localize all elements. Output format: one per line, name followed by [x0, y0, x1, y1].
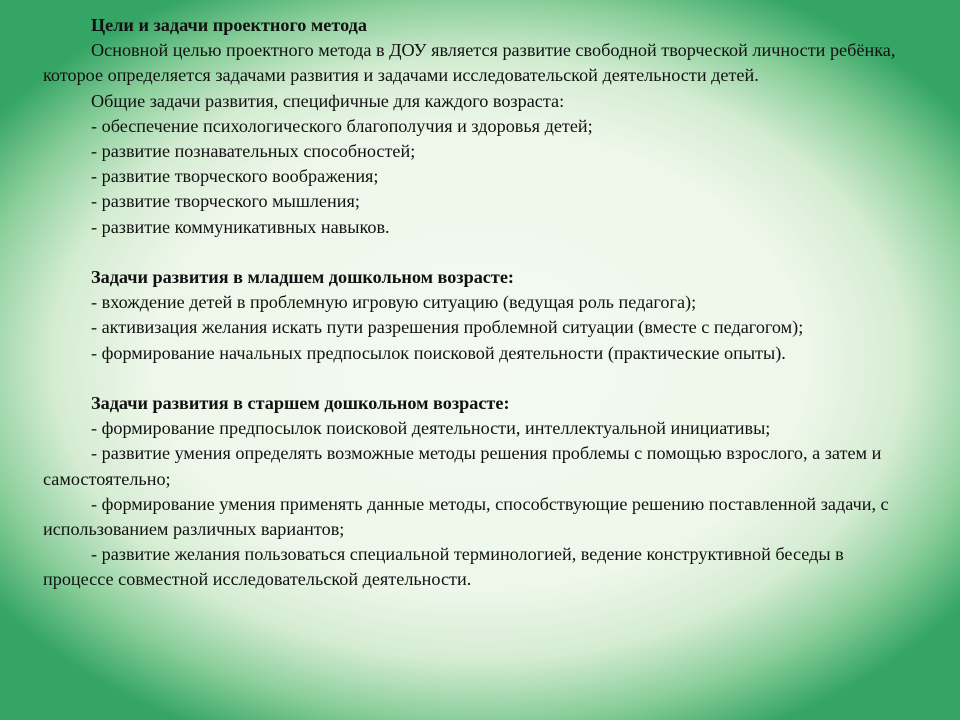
- senior-task-item: - формирование предпосылок поисковой деятельности, интеллектуальной инициативы;: [91, 418, 771, 439]
- senior-tasks-heading: Задачи развития в старшем дошкольном возрасте:: [91, 393, 510, 414]
- junior-tasks-heading: Задачи развития в младшем дошкольном возрасте:: [91, 267, 514, 288]
- senior-task-item: - развитие умения определять возможные методы решения проблемы с помощью взрослого, а затем и самостоятельно;: [43, 443, 882, 489]
- senior-task-item: - развитие желания пользоваться специальной терминологией, ведение конструктивной беседы в процессе совместной исследовательской деятельности.: [43, 544, 844, 590]
- document-title: Цели и задачи проектного метода: [91, 15, 367, 35]
- spacer: [43, 240, 915, 265]
- general-tasks-heading: Общие задачи развития, специфичные для каждого возраста:: [91, 90, 565, 111]
- general-task-item: - обеспечение психологического благополучия и здоровья детей;: [91, 115, 593, 136]
- junior-task-item: - формирование начальных предпосылок поисковой деятельности (практические опыты).: [91, 342, 786, 363]
- general-task-item: - развитие творческого воображения;: [91, 166, 379, 187]
- junior-task-item: - активизация желания искать пути разрешения проблемной ситуации (вместе с педагогом);: [91, 317, 804, 338]
- general-task-item: - развитие творческого мышления;: [91, 191, 360, 212]
- general-task-item: - развитие коммуникативных навыков.: [91, 216, 390, 237]
- spacer: [43, 366, 915, 391]
- senior-task-item: - формирование умения применять данные методы, способствующие решению поставленной задачи, с использованием различных вариантов;: [43, 493, 889, 540]
- general-task-item: - развитие познавательных способностей;: [91, 141, 416, 162]
- document-body: [43, 13, 915, 593]
- intro-paragraph: Основной целью проектного метода в ДОУ является развитие свободной творческой личности ребёнка, которое определяется задачами развития и задачами исследовательской деятельности детей.: [43, 40, 896, 86]
- junior-task-item: - вхождение детей в проблемную игровую ситуацию (ведущая роль педагога);: [91, 292, 697, 313]
